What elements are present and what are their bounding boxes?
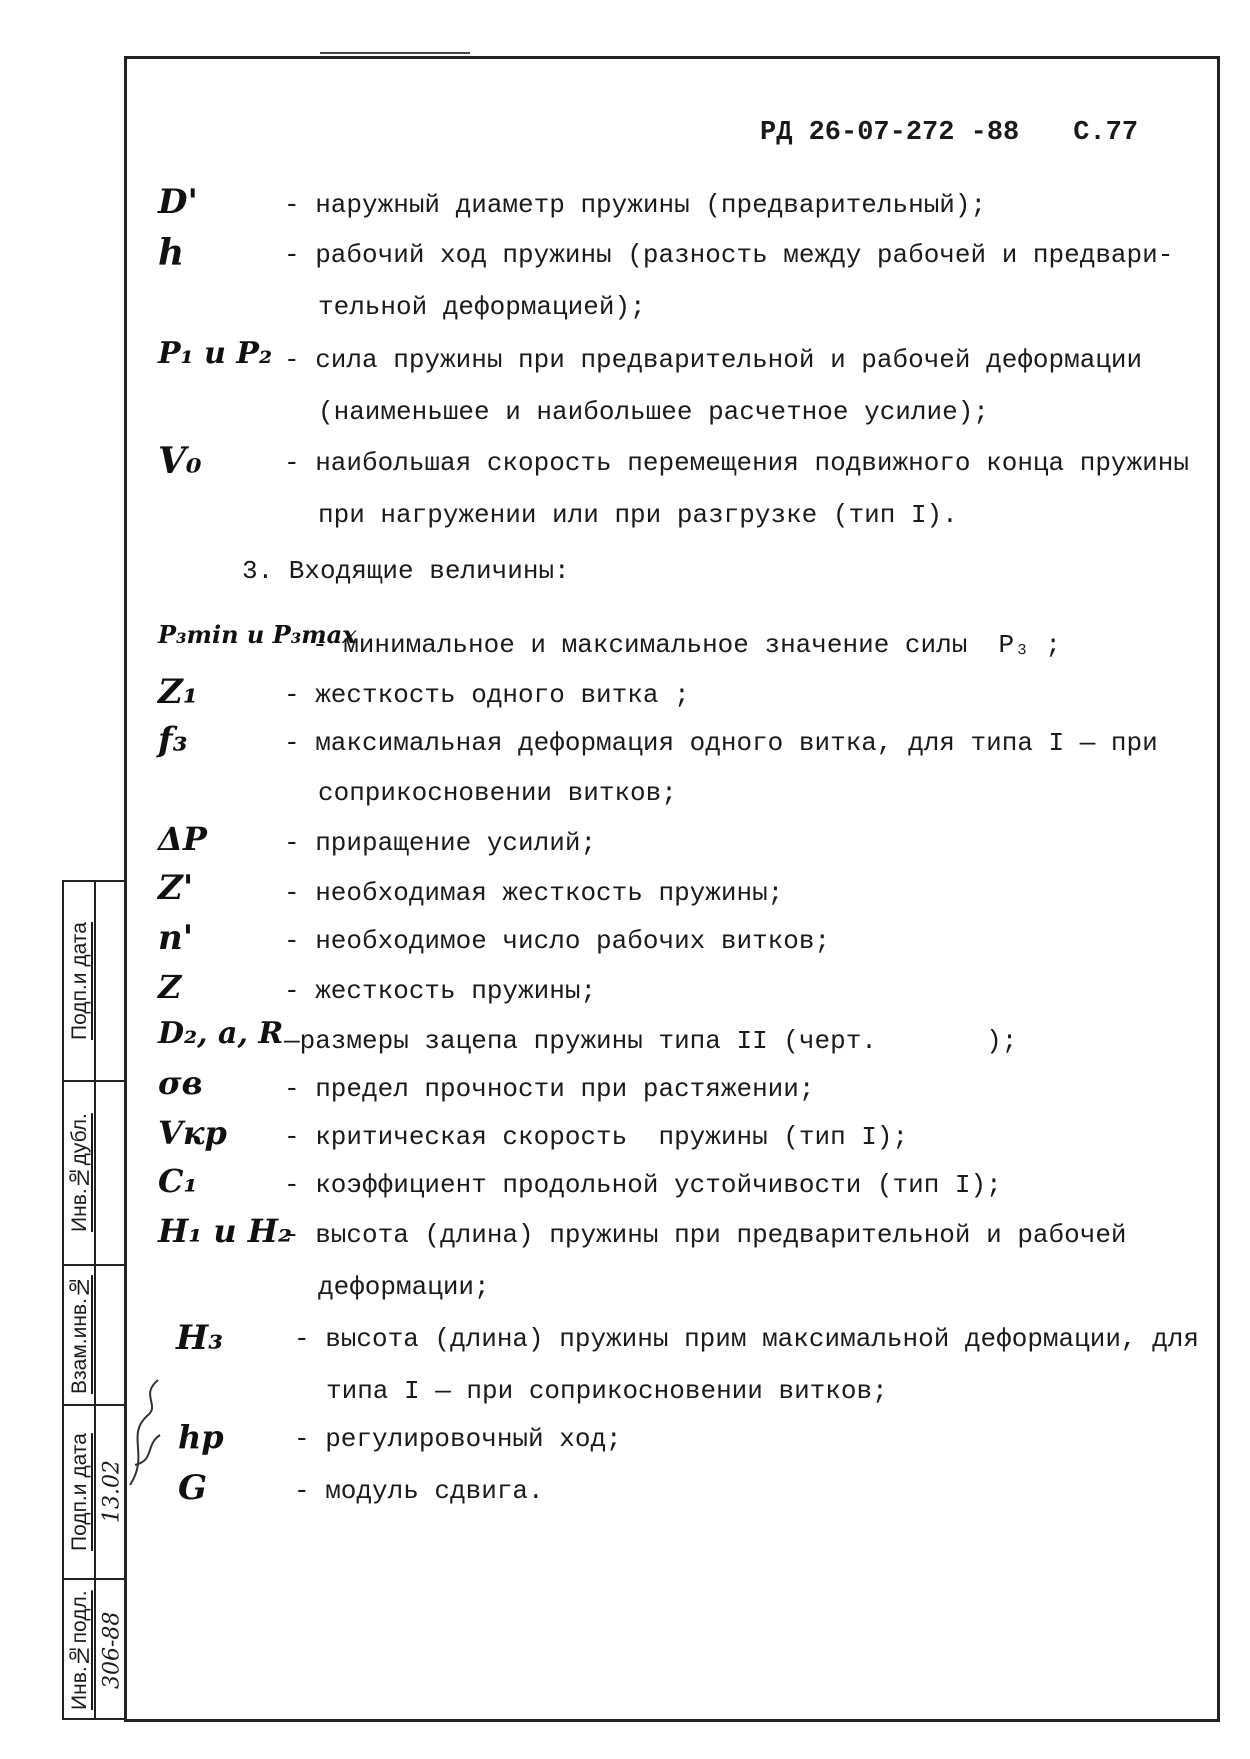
symbol-H1-H2: H₁ и H₂ <box>158 1212 293 1250</box>
stamp-label: Инв.№подл. <box>68 1590 91 1710</box>
definition-line: - жесткость одного витка ; <box>284 680 690 710</box>
definition-line: - приращение усилий; <box>284 828 597 858</box>
handwritten-inventory-number: 306-88 <box>99 1611 125 1689</box>
symbol-P3min-P3max: P₃min и P₃max <box>158 620 357 649</box>
margin-stamp-block <box>62 880 126 1720</box>
symbol-D-prime: D' <box>158 182 198 222</box>
page-number: С.77 <box>1073 118 1139 148</box>
definition-continuation: соприкосновении витков; <box>318 778 677 808</box>
definition-continuation: при нагружении или при разгрузке (тип I). <box>318 500 958 530</box>
symbol-Z-prime: Z' <box>158 868 194 908</box>
document-header <box>760 118 1138 148</box>
symbol-Z1: Z₁ <box>158 672 198 712</box>
symbol-sigma-b: σв <box>158 1064 203 1102</box>
symbol-h: h <box>158 232 185 274</box>
symbol-C1: C₁ <box>158 1162 198 1200</box>
stamp-label: Инв.№дубл. <box>68 1113 91 1233</box>
definition-line: - модуль сдвига. <box>294 1476 544 1506</box>
definition-continuation: типа I — при соприкосновении витков; <box>326 1376 888 1406</box>
symbol-delta-P: ΔP <box>158 820 207 858</box>
symbol-hr: hр <box>178 1418 224 1456</box>
definition-line: - высота (длина) пружины при предварительной и рабочей <box>284 1220 1127 1250</box>
definition-line: —размеры зацепа пружины типа II (черт. ); <box>284 1026 1018 1056</box>
handwritten-date: 13.02 <box>99 1460 125 1524</box>
symbol-Z: Z <box>158 968 182 1006</box>
stamp-label: Взам.инв.№ <box>68 1275 91 1395</box>
definition-continuation: (наименьшее и наибольшее расчетное усилие); <box>318 397 989 427</box>
symbol-G: G <box>178 1468 208 1508</box>
stamp-label: Подп.и дата <box>68 922 91 1040</box>
definition-line: - рабочий ход пружины (разность между рабочей и предвари- <box>284 240 1174 270</box>
symbol-P1-P2: P₁ и P₂ <box>158 336 273 371</box>
definition-line: - необходимое число рабочих витков; <box>284 926 831 956</box>
definition-line: - регулировочный ход; <box>294 1424 622 1454</box>
definition-line: - критическая скорость пружины (тип I); <box>284 1122 909 1152</box>
definition-line: - сила пружины при предварительной и рабочей деформации <box>284 345 1143 375</box>
definition-line: - наружный диаметр пружины (предварительный); <box>284 190 987 220</box>
symbol-H3: H₃ <box>176 1318 224 1358</box>
symbol-n-prime: n' <box>158 918 194 958</box>
definition-line: - максимальная деформация одного витка, для типа I — при <box>284 728 1158 758</box>
definition-line: - предел прочности при растяжении; <box>284 1074 815 1104</box>
definition-continuation: деформации; <box>318 1272 490 1302</box>
symbol-Vkr: Vкр <box>158 1114 227 1152</box>
definition-continuation: тельной деформацией); <box>318 292 646 322</box>
definition-line: - жесткость пружины; <box>284 976 597 1006</box>
top-rule <box>320 52 470 54</box>
signature-scribble <box>120 1375 170 1495</box>
definition-line: - необходимая жесткость пружины; <box>284 878 784 908</box>
section-title: 3. Входящие величины: <box>242 556 570 586</box>
definition-line: - коэффициент продольной устойчивости (тип I); <box>284 1170 1002 1200</box>
document-code: РД 26-07-272 -88 <box>760 118 1020 148</box>
symbol-D2-a-R: D₂, a, R <box>158 1016 284 1051</box>
definition-line: - наибольшая скорость перемещения подвижного конца пружины <box>284 448 1189 478</box>
symbol-V0: V₀ <box>158 440 202 482</box>
symbol-f3: f₃ <box>158 720 188 760</box>
definition-line: - минимальное и максимальное значение силы P₃ ; <box>312 630 1061 660</box>
stamp-label: Подп.и дата <box>68 1433 91 1551</box>
definition-line: - высота (длина) пружины прим максимальной деформации, для <box>294 1324 1199 1354</box>
